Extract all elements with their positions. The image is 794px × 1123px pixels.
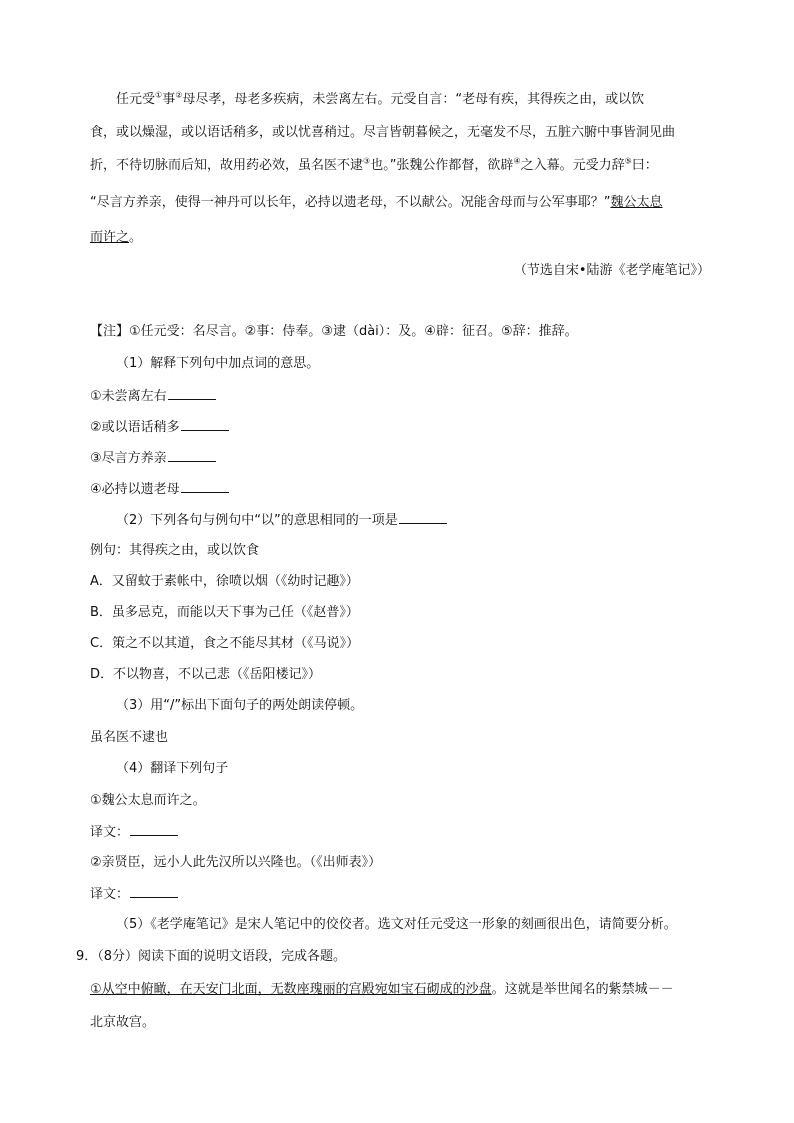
answer-blank[interactable] xyxy=(168,449,216,462)
question-4-sentence-2: ②亲贤臣，远小人此先汉所以兴隆也。（《出师表》） xyxy=(90,855,382,870)
footnote-marker: ⑤ xyxy=(624,156,632,166)
question-1-item: ③尽言方养亲 xyxy=(90,449,216,468)
question-4-title: （4）翻译下列句子 xyxy=(116,761,229,776)
annotation-note: 【注】①任元受：名尽言。②事：侍奉。③逮（dài）：及。④辟：征召。⑤辞：推辞。 xyxy=(90,324,578,339)
question-1-item: ①未尝离左右 xyxy=(90,387,216,406)
question-1-item: ④必持以遗老母 xyxy=(90,480,229,499)
underlined-sentence: 而许之 xyxy=(90,230,130,245)
question-5: （5）《老学庵笔记》是宋人笔记中的佼佼者。选文对任元受这一形象的刻画很出色，请简要分析。 xyxy=(116,917,677,932)
footnote-marker: ① xyxy=(155,90,163,100)
answer-blank[interactable] xyxy=(168,387,216,400)
underlined-sentence: ①从空中俯瞰，在天安门北面，无数座瑰丽的宫殿宛如宝石砌成的沙盘 xyxy=(90,982,492,997)
answer-blank[interactable] xyxy=(181,418,229,431)
answer-blank[interactable] xyxy=(399,511,447,524)
question-3-title: （3）用“/”标出下面句子的两处朗读停顿。 xyxy=(116,698,364,713)
question-9-paragraph-1-cont: 北京故宫。 xyxy=(90,1015,156,1030)
passage-line-1: 任元受①事②母尽孝，母老多疾病，未尝离左右。元受自言：“老母有疾，其得疾之由，或以饮 xyxy=(116,90,645,107)
passage-line-2: 食，或以燥湿，或以语话稍多，或以忧喜稍过。尽言皆朝暮候之，无毫发不尽，五脏六腑中事皆洞见曲 xyxy=(90,125,676,140)
answer-blank[interactable] xyxy=(130,823,178,836)
question-9-paragraph-1: ①从空中俯瞰，在天安门北面，无数座瑰丽的宫殿宛如宝石砌成的沙盘。这就是举世闻名的紫禁城－－ xyxy=(90,982,674,997)
question-2-title: （2）下列各句与例句中“以”的意思相同的一项是 xyxy=(116,511,447,530)
footnote-marker: ④ xyxy=(513,156,521,166)
question-9-heading: 9．（8分）阅读下面的说明文语段，完成各题。 xyxy=(76,949,347,964)
option-a: A．又留蚊于素帐中，徐喷以烟（《幼时记趣》） xyxy=(90,574,359,589)
option-c: C．策之不以其道，食之不能尽其材（《马说》） xyxy=(90,636,360,651)
option-b: B．虽多忌克，而能以天下事为己任（《赵普》） xyxy=(90,605,359,620)
answer-blank[interactable] xyxy=(181,480,229,493)
footnote-marker: ③ xyxy=(363,156,371,166)
footnote-marker: ② xyxy=(175,90,183,100)
question-2-example: 例句：其得疾之由，或以饮食 xyxy=(90,543,260,558)
answer-blank[interactable] xyxy=(130,885,178,898)
translation-line: 译文： xyxy=(90,823,178,842)
option-d: D．不以物喜，不以己悲（《岳阳楼记》） xyxy=(90,667,322,682)
passage-source: （节选自宋•陆游《老学庵笔记》） xyxy=(513,263,710,278)
question-3-sentence: 虽名医不逮也 xyxy=(90,730,169,745)
question-1-title: （1）解释下列句中加点词的意思。 xyxy=(116,356,320,371)
passage-line-3: 折，不待切脉而后知，故用药必效，虽名医不逮③也。”张魏公作都督，欲辟④之入幕。元受力辞⑤曰： xyxy=(90,156,658,173)
question-1-item: ②或以语话稍多 xyxy=(90,418,229,437)
question-4-sentence-1: ①魏公太息而许之。 xyxy=(90,793,206,808)
translation-line: 译文： xyxy=(90,885,178,904)
passage-line-5: 而许之。 xyxy=(90,230,143,245)
passage-line-4: “尽言方养亲，使得一神丹可以长年，必持以遗老母，不以献公。况能舍母而与公军事耶？”魏公太息 xyxy=(90,195,663,210)
underlined-sentence: 魏公太息 xyxy=(610,195,663,210)
